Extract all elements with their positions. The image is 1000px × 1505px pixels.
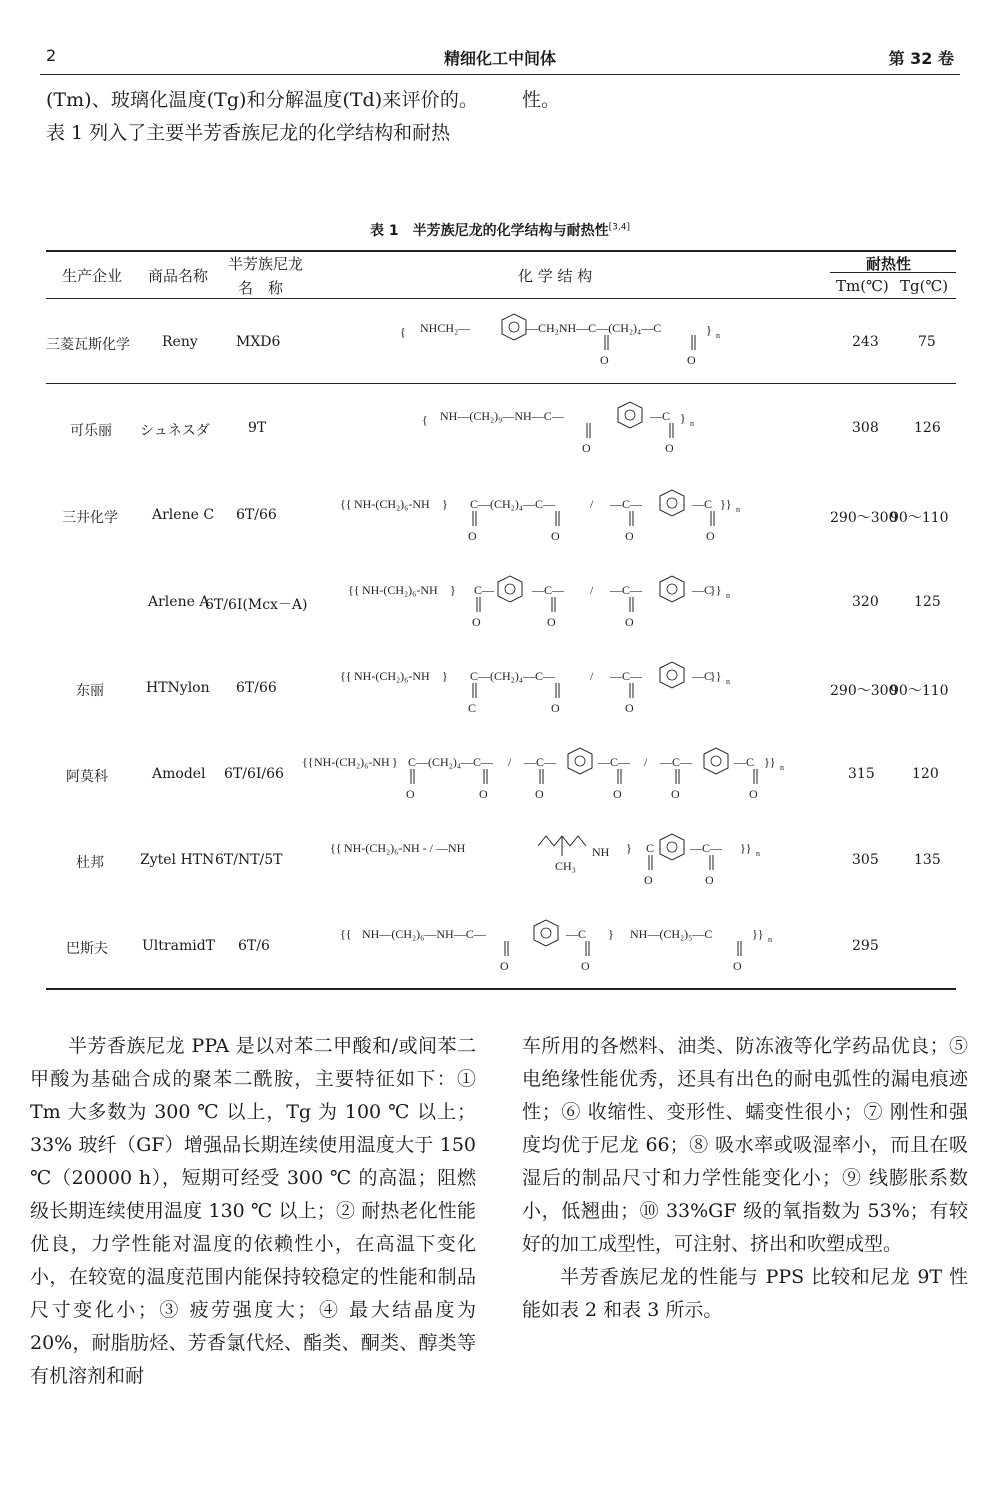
row1-tm: 243 [852, 334, 879, 350]
row8-name: 6T/6 [238, 938, 270, 954]
body-right-paragraph-2: 半芳香族尼龙的性能与 PPS 比较和尼龙 9T 性能如表 2 和表 3 所示。 [522, 1266, 968, 1321]
row1-seg-b: —CH₂NH—C—(CH₂)₄—C [526, 321, 662, 335]
row4-seg-b: C— [474, 583, 495, 597]
row3-oxygen-1: O [468, 529, 477, 543]
row5-carbon: C [468, 701, 477, 715]
table-caption-text: 表 1 半芳族尼龙的化学结构与耐热性 [370, 223, 609, 239]
row3-n: n [736, 505, 740, 514]
header-nylon-name-1: 半芳族尼龙 [228, 255, 304, 273]
svg-text:}: } [442, 497, 448, 511]
row1-tg: 75 [918, 334, 936, 350]
row3-tg: 90～110 [890, 510, 949, 526]
row7-name: 6T/NT/5T [215, 852, 283, 868]
row2-tg: 126 [914, 420, 941, 436]
row7-seg-c: C [646, 841, 655, 855]
row5-structure [300, 658, 820, 720]
table-caption [0, 220, 1000, 240]
row3-seg-c: —C— [610, 497, 643, 511]
row4-slash: / [590, 583, 594, 597]
row6-seg-e: —C— [660, 755, 693, 769]
benzene-ring [534, 920, 558, 946]
svg-text:{{: {{ [340, 497, 352, 511]
row1-company: 三菱瓦斯化学 [46, 337, 130, 353]
row5-n: n [726, 677, 730, 686]
row4-seg-d: —C— [610, 583, 643, 597]
header-company: 生产企业 [62, 267, 123, 285]
header-rule [40, 74, 960, 75]
row7-tm: 305 [852, 852, 879, 868]
row7-structure [300, 830, 820, 892]
row6-oxygen-6: O [749, 787, 758, 801]
row4-tg: 125 [914, 594, 941, 610]
row1-seg-a: NHCH₂— [420, 321, 471, 335]
table-header-rule [46, 298, 956, 299]
row1-oxygen-1: O [600, 353, 609, 367]
row2-seg-b: —C [650, 409, 671, 423]
svg-text:{{: {{ [348, 583, 360, 597]
svg-text:{{: {{ [340, 927, 352, 941]
row3-seg-b: C—(CH₂)₄—C— [470, 497, 556, 511]
row7-seg-d: —C— [690, 841, 723, 855]
row2-company: 可乐丽 [70, 423, 112, 439]
row5-tm: 290～300 [830, 683, 898, 699]
row4-seg-a: NH-(CH₂)₆-NH [362, 583, 438, 597]
row6-slash-2: / [644, 755, 648, 769]
row6-trade: Amodel [152, 766, 206, 782]
intro-right-paragraph: 性。 [522, 89, 561, 111]
row6-seg-c: —C— [524, 755, 557, 769]
row3-slash: / [590, 497, 594, 511]
svg-text:{{: {{ [302, 755, 314, 769]
row5-oxygen-1: O [551, 701, 560, 715]
row4-n: n [726, 591, 730, 600]
row2-seg-a: NH—(CH₂)₉—NH—C— [440, 409, 564, 423]
benzene-ring [660, 662, 684, 688]
row7-seg-a: NH-(CH₂)₆-NH - / —NH [344, 841, 466, 855]
row5-seg-d: —C [692, 669, 713, 683]
svg-text:}}: }} [752, 927, 764, 941]
row2-oxygen-2: O [665, 441, 674, 455]
table-caption-ref: [3,4] [608, 222, 630, 233]
row3-name: 6T/66 [236, 507, 277, 523]
row3-seg-a: NH-(CH₂)₆-NH [354, 497, 430, 511]
row5-trade: HTNylon [146, 680, 210, 696]
journal-title: 精细化工中间体 [443, 49, 556, 68]
row8-trade: UltramidT [142, 938, 215, 954]
row6-structure [300, 744, 820, 806]
row6-seg-d: —C— [598, 755, 631, 769]
header-tm: Tm(℃) [836, 277, 889, 295]
row6-name: 6T/6I/66 [224, 766, 284, 782]
row2-n: n [690, 419, 694, 428]
row2-tm: 308 [852, 420, 879, 436]
row6-oxygen-1: O [406, 787, 415, 801]
row8-oxygen-3: O [733, 959, 742, 973]
row4-seg-c: —C— [532, 583, 565, 597]
row5-seg-a: NH-(CH₂)₆-NH [354, 669, 430, 683]
svg-text:{: { [422, 413, 428, 427]
row4-trade: Arlene A [148, 594, 210, 610]
benzene-ring [498, 576, 522, 602]
svg-text:}: } [626, 841, 632, 855]
row7-oxygen-2: O [705, 873, 714, 887]
svg-text:}}: }} [710, 583, 722, 597]
svg-text:}: } [392, 755, 398, 769]
benzene-ring [660, 490, 684, 516]
running-header [46, 46, 954, 70]
row3-trade: Arlene C [152, 507, 215, 523]
row1-n: n [716, 331, 720, 340]
svg-text:}: } [442, 669, 448, 683]
row3-oxygen-3: O [625, 529, 634, 543]
row5-name: 6T/66 [236, 680, 277, 696]
row2-trade: シュネスダ [140, 423, 210, 439]
svg-text:}}: }} [740, 841, 752, 855]
row8-company: 巴斯夫 [66, 941, 108, 957]
intro-left-paragraph: (Tm)、玻璃化温度(Tg)和分解温度(Td)来评价的。表 1 列入了主要半芳香族尼龙的化学结构和耐热 [46, 89, 478, 144]
row4-tm: 320 [852, 594, 879, 610]
row8-seg-c: NH—(CH₂)₅—C [630, 927, 713, 941]
row4-seg-e: —C [692, 583, 713, 597]
header-nylon-name-2: 名 称 [238, 279, 284, 297]
row1-structure [300, 310, 820, 372]
row2-name: 9T [248, 420, 267, 436]
svg-text:}: } [706, 323, 712, 337]
row8-oxygen-1: O [500, 959, 509, 973]
table-bottom-rule [46, 988, 956, 990]
row6-company: 阿莫科 [66, 769, 108, 785]
row4-structure [300, 572, 820, 634]
benzene-ring [618, 402, 642, 428]
row4-name: 6T/6I(Mcx－A) [205, 597, 308, 613]
row1-name: MXD6 [236, 334, 281, 350]
row7-n: n [756, 849, 760, 858]
benzene-ring [502, 314, 526, 340]
row3-tm: 290～300 [830, 510, 898, 526]
svg-text:}: } [680, 411, 686, 425]
row7-tg: 135 [914, 852, 941, 868]
volume-label: 第 32 卷 [888, 49, 954, 68]
row3-structure [300, 486, 820, 548]
benzene-ring [660, 834, 684, 860]
row3-seg-d: —C [692, 497, 713, 511]
benzene-ring [704, 748, 728, 774]
svg-text:}: } [450, 583, 456, 597]
row5-seg-b: C—(CH₂)₄—C— [470, 669, 556, 683]
row1-oxygen-2: O [687, 353, 696, 367]
header-heat: 耐热性 [866, 255, 912, 273]
header-structure: 化 学 结 构 [518, 267, 593, 285]
row8-seg-a: NH—(CH₂)₆—NH—C— [362, 927, 486, 941]
header-trade-name: 商品名称 [148, 267, 209, 285]
row7-ch3: CH₃ [555, 859, 576, 873]
row6-seg-b: C—(CH₂)₄—C— [408, 755, 494, 769]
row6-oxygen-3: O [535, 787, 544, 801]
row6-n: n [780, 763, 784, 772]
table-top-rule [46, 250, 956, 252]
row4-oxygen-3: O [625, 615, 634, 629]
row6-oxygen-4: O [613, 787, 622, 801]
svg-text:}}: }} [710, 669, 722, 683]
row5-company: 东丽 [76, 683, 104, 699]
row6-oxygen-2: O [479, 787, 488, 801]
row6-tg: 120 [912, 766, 939, 782]
row4-oxygen-2: O [547, 615, 556, 629]
row8-structure [300, 916, 820, 978]
row3-oxygen-4: O [706, 529, 715, 543]
row8-n: n [768, 935, 772, 944]
row8-seg-b: —C [566, 927, 587, 941]
row5-slash: / [590, 669, 594, 683]
row7-nh: NH [592, 845, 610, 859]
row4-oxygen-1: O [472, 615, 481, 629]
svg-text:}}: }} [764, 755, 776, 769]
body-right-paragraph-1: 车所用的各燃料、油类、防冻液等化学药品优良；⑤ 电绝缘性能优秀，还具有出色的耐电弧性的漏电痕迹性；⑥ 收缩性、变形性、蠕变性很小；⑦ 刚性和强度均优于尼龙 66；⑧ 吸水率或吸湿率小，而且在吸湿后的制品尺寸和力学性能变化小；⑨ 线膨胀系数小，低翘曲；⑩ 33%GF 级的氧指数为 53%；有较好的加工成型性，可注射、挤出和吹塑成型。 [522, 1035, 968, 1255]
row3-company: 三井化学 [62, 510, 118, 526]
svg-text:{{: {{ [340, 669, 352, 683]
row3-oxygen-2: O [551, 529, 560, 543]
row7-trade: Zytel HTN [140, 852, 215, 868]
row6-slash-1: / [508, 755, 512, 769]
body-right-column [522, 1030, 968, 1327]
body-left-paragraph: 半芳香族尼龙 PPA 是以对苯二甲酸和/或间苯二甲酸为基础合成的聚苯二酰胺，主要特征如下：① Tm 大多数为 300 ℃ 以上，Tg 为 100 ℃ 以上；33% 玻纤（GF）增强品长期连续使用温度大于 150 ℃（20000 h），短期可经受 300 ℃ 的高温；阻燃级长期连续使用温度 130 ℃ 以上；② 耐热老化性能优良，力学性能对温度的依赖性小，在高温下变化小，在较宽的温度范围内能保持较稳定的性能和制品尺寸变化小；③ 疲劳强度大；④ 最大结晶度为 20%，耐脂肪烃、芳香氯代烃、酯类、酮类、醇类等有机溶剂和耐 [30, 1035, 476, 1387]
svg-text:}: } [608, 927, 614, 941]
benzene-ring [660, 576, 684, 602]
header-tg: Tg(℃) [900, 277, 949, 295]
row5-tg: 90～110 [890, 683, 949, 699]
row8-oxygen-2: O [581, 959, 590, 973]
row2-structure [300, 398, 820, 460]
row6-seg-f: —C [734, 755, 755, 769]
row6-seg-a: NH-(CH₂)₆-NH [314, 755, 390, 769]
row6-oxygen-5: O [671, 787, 680, 801]
benzene-ring [568, 748, 592, 774]
row1-trade: Reny [162, 334, 198, 350]
table-row-rule [46, 383, 956, 384]
svg-text:{{: {{ [330, 841, 342, 855]
row2-oxygen-1: O [582, 441, 591, 455]
row6-tm: 315 [848, 766, 875, 782]
svg-text:}}: }} [720, 497, 732, 511]
row7-oxygen-1: O [644, 873, 653, 887]
row5-oxygen-2: O [625, 701, 634, 715]
row8-tm: 295 [852, 938, 879, 954]
svg-text:{: { [400, 325, 406, 339]
row7-company: 杜邦 [76, 855, 104, 871]
row5-seg-c: —C— [610, 669, 643, 683]
page-number: 2 [46, 46, 57, 65]
